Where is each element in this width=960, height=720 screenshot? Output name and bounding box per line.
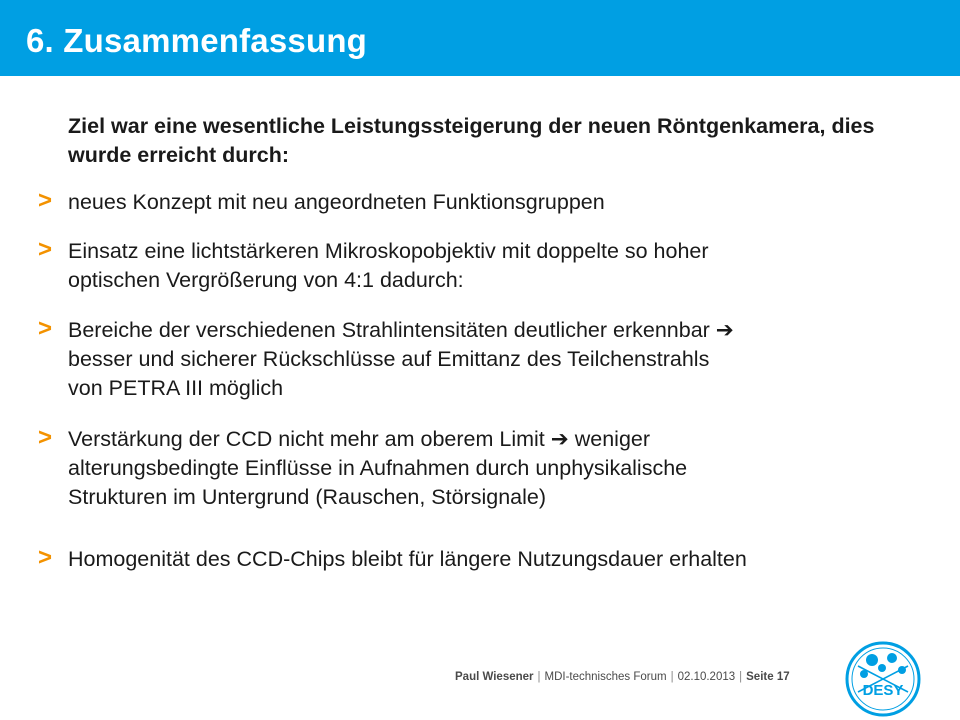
bullet-text-part2: weniger alterungsbedingte Einflüsse in Aufnahmen durch unphysikalische Strukturen im Untergrund (Rauschen, Störsignale)	[68, 427, 688, 509]
footer	[455, 671, 790, 683]
logo-dot	[866, 654, 878, 666]
bullet-text-part2: besser und sicherer Rückschlüsse auf Emittanz des Teilchenstrahls von PETRA III möglich	[68, 347, 710, 400]
footer-separator: |	[537, 671, 541, 683]
bullet-text: Einsatz eine lichtstärkeren Mikroskopobjektiv mit doppelte so hoher optischen Vergrößerung von 4:1 dadurch:	[68, 239, 709, 292]
footer-page-number: Seite 17	[746, 671, 790, 683]
arrow-right-icon: ➔	[715, 318, 734, 342]
slide-title: 6. Zusammenfassung	[26, 22, 368, 59]
bullet-text	[68, 316, 918, 403]
bullet-marker: >	[38, 187, 53, 214]
bullet-text: Homogenität des CCD-Chips bleibt für längere Nutzungsdauer erhalten	[68, 547, 747, 571]
bullet-text-part1: Verstärkung der CCD nicht mehr am oberem Limit	[68, 427, 551, 451]
bullet-marker: >	[38, 424, 53, 451]
intro-text: Ziel war eine wesentliche Leistungssteigerung der neuen Röntgenkamera, dies wurde erreicht durch:	[68, 114, 875, 167]
desy-logo-icon	[844, 640, 922, 718]
logo-dot	[878, 664, 886, 672]
bullet-marker: >	[38, 315, 53, 342]
bullet-text: neues Konzept mit neu angeordneten Funktionsgruppen	[68, 190, 605, 214]
arrow-right-icon: ➔	[550, 427, 569, 451]
footer-separator: |	[670, 671, 674, 683]
footer-date: 02.10.2013	[677, 671, 736, 683]
bullet-marker: >	[38, 544, 53, 571]
bullet-marker: >	[38, 236, 53, 263]
footer-separator: |	[739, 671, 743, 683]
bullet-text-part1: Bereiche der verschiedenen Strahlintensitäten deutlicher erkennbar	[68, 318, 716, 342]
logo-dot	[887, 653, 897, 663]
logo-text: DESY	[862, 682, 904, 699]
footer-author: Paul Wiesener	[455, 671, 534, 683]
bullet-text	[68, 425, 918, 512]
footer-event: MDI-technisches Forum	[544, 671, 667, 683]
title-bar	[0, 0, 960, 76]
